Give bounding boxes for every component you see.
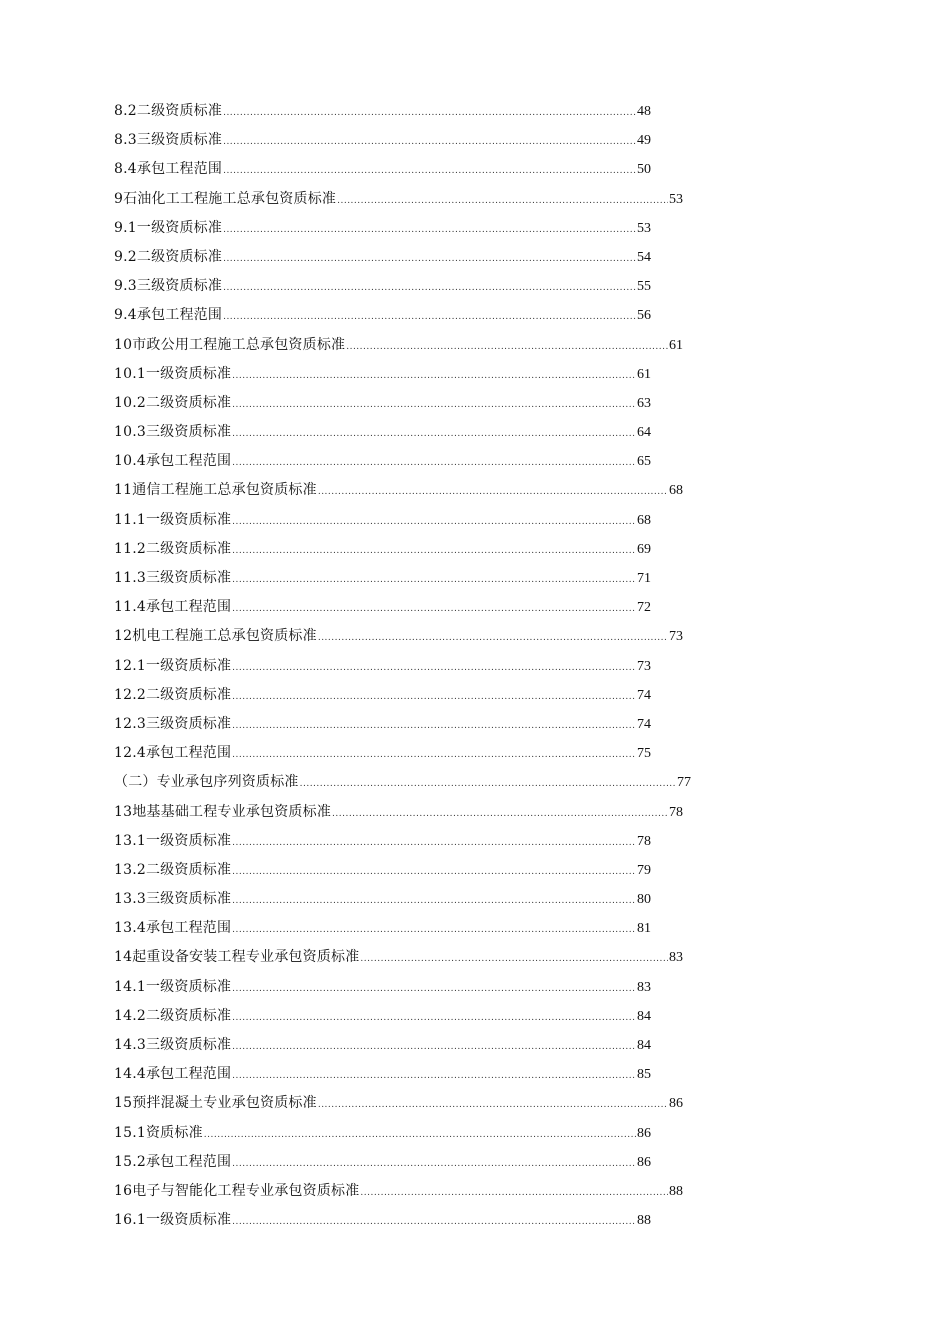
toc-dot-leader bbox=[360, 955, 668, 964]
toc-entry-page-number: 48 bbox=[637, 104, 651, 119]
toc-entry[interactable] bbox=[114, 214, 651, 243]
toc-entry-page-number: 61 bbox=[669, 337, 683, 353]
toc-dot-leader bbox=[204, 1131, 636, 1140]
toc-dot-leader bbox=[232, 576, 636, 585]
toc-entry[interactable] bbox=[114, 1089, 683, 1118]
toc-entry-title: 10.1一级资质标准 bbox=[114, 365, 232, 382]
toc-entry[interactable] bbox=[114, 1031, 651, 1060]
toc-entry-title: 13.4承包工程范围 bbox=[114, 920, 232, 937]
toc-entry[interactable] bbox=[114, 535, 651, 564]
toc-entry-page-number: 61 bbox=[637, 366, 651, 382]
toc-entry-page-number: 53 bbox=[669, 191, 683, 207]
toc-entry-title: 11.4承包工程范围 bbox=[114, 599, 232, 616]
toc-entry-title: 15.1资质标准 bbox=[114, 1124, 203, 1141]
toc-dot-leader bbox=[332, 810, 668, 819]
toc-dot-leader bbox=[232, 518, 636, 527]
toc-entry[interactable] bbox=[114, 447, 651, 476]
toc-entry-page-number: 65 bbox=[637, 454, 651, 470]
toc-dot-leader bbox=[223, 313, 636, 322]
toc-dot-leader bbox=[232, 1014, 636, 1023]
toc-entry-page-number: 73 bbox=[637, 658, 651, 674]
toc-dot-leader bbox=[232, 693, 636, 702]
toc-entry-title: 13.3三级资质标准 bbox=[114, 891, 232, 908]
toc-entry-page-number: 77 bbox=[677, 775, 691, 791]
toc-dot-leader bbox=[360, 1189, 668, 1198]
toc-entry-page-number: 53 bbox=[637, 220, 651, 236]
toc-entry[interactable] bbox=[114, 389, 651, 418]
toc-dot-leader bbox=[232, 897, 636, 906]
toc-entry-title: 11.1一级资质标准 bbox=[114, 511, 232, 528]
toc-entry[interactable] bbox=[114, 593, 651, 622]
toc-dot-leader bbox=[232, 605, 636, 614]
toc-entry[interactable] bbox=[114, 1060, 651, 1089]
toc-entry-title: 9.1一级资质标准 bbox=[114, 219, 223, 236]
toc-dot-leader bbox=[223, 167, 636, 176]
toc-dot-leader bbox=[232, 1072, 636, 1081]
toc-dot-leader bbox=[232, 459, 636, 468]
table-of-contents bbox=[114, 97, 694, 1235]
toc-entry-page-number: 69 bbox=[637, 541, 651, 557]
toc-entry-page-number: 84 bbox=[637, 1008, 651, 1024]
toc-entry[interactable] bbox=[114, 476, 683, 505]
toc-dot-leader bbox=[223, 109, 636, 118]
toc-entry[interactable] bbox=[114, 97, 651, 126]
toc-entry-page-number: 81 bbox=[637, 921, 651, 937]
toc-entry-page-number: 83 bbox=[637, 979, 651, 995]
toc-entry[interactable] bbox=[114, 798, 683, 827]
toc-dot-leader bbox=[337, 197, 668, 206]
toc-entry-page-number: 86 bbox=[669, 1096, 683, 1112]
toc-entry-page-number: 73 bbox=[669, 629, 683, 645]
toc-entry-page-number: 74 bbox=[637, 716, 651, 732]
toc-entry-page-number: 68 bbox=[669, 483, 683, 499]
toc-entry-page-number: 86 bbox=[637, 1125, 651, 1141]
toc-dot-leader bbox=[232, 985, 636, 994]
toc-entry-title: 11.2二级资质标准 bbox=[114, 540, 232, 557]
toc-entry[interactable] bbox=[114, 973, 651, 1002]
toc-entry-title: 14.2二级资质标准 bbox=[114, 1007, 232, 1024]
toc-dot-leader bbox=[318, 634, 668, 643]
toc-entry-title: 12机电工程施工总承包资质标准 bbox=[114, 628, 317, 645]
toc-entry-page-number: 55 bbox=[637, 279, 651, 295]
toc-entry[interactable] bbox=[114, 1148, 651, 1177]
toc-entry[interactable] bbox=[114, 768, 691, 797]
toc-dot-leader bbox=[346, 343, 668, 352]
toc-entry-page-number: 75 bbox=[637, 746, 651, 762]
toc-dot-leader bbox=[223, 226, 636, 235]
toc-entry-page-number: 64 bbox=[637, 425, 651, 441]
toc-entry-title: （二）专业承包序列资质标准 bbox=[114, 774, 299, 791]
toc-entry-title: 10.3三级资质标准 bbox=[114, 424, 232, 441]
toc-entry-title: 13地基基础工程专业承包资质标准 bbox=[114, 803, 332, 820]
toc-entry-page-number: 88 bbox=[637, 1213, 651, 1229]
toc-entry[interactable] bbox=[114, 185, 683, 214]
toc-dot-leader bbox=[232, 722, 636, 731]
toc-dot-leader bbox=[223, 284, 636, 293]
toc-dot-leader bbox=[232, 1043, 636, 1052]
toc-entry[interactable] bbox=[114, 360, 651, 389]
toc-entry-title: 11通信工程施工总承包资质标准 bbox=[114, 482, 317, 499]
toc-entry-page-number: 86 bbox=[637, 1154, 651, 1170]
toc-entry-page-number: 50 bbox=[637, 162, 651, 178]
toc-entry-page-number: 54 bbox=[637, 249, 651, 265]
toc-entry-page-number: 78 bbox=[637, 833, 651, 849]
toc-entry[interactable] bbox=[114, 885, 651, 914]
toc-dot-leader bbox=[318, 1101, 668, 1110]
toc-entry-title: 13.1一级资质标准 bbox=[114, 832, 232, 849]
toc-entry[interactable] bbox=[114, 272, 651, 301]
toc-entry[interactable] bbox=[114, 243, 651, 272]
toc-dot-leader bbox=[232, 664, 636, 673]
toc-entry-title: 9.3三级资质标准 bbox=[114, 278, 223, 295]
toc-entry-page-number: 78 bbox=[669, 804, 683, 820]
toc-dot-leader bbox=[318, 488, 668, 497]
toc-entry[interactable] bbox=[114, 331, 683, 360]
toc-entry-page-number: 63 bbox=[637, 395, 651, 411]
toc-dot-leader bbox=[232, 868, 636, 877]
toc-dot-leader bbox=[232, 372, 636, 381]
toc-dot-leader bbox=[232, 430, 636, 439]
toc-dot-leader bbox=[300, 780, 676, 789]
toc-entry-title: 12.2二级资质标准 bbox=[114, 686, 232, 703]
toc-entry-title: 12.3三级资质标准 bbox=[114, 715, 232, 732]
toc-dot-leader bbox=[232, 401, 636, 410]
toc-entry-title: 16电子与智能化工程专业承包资质标准 bbox=[114, 1182, 360, 1199]
toc-entry-page-number: 83 bbox=[669, 950, 683, 966]
toc-entry[interactable] bbox=[114, 710, 651, 739]
toc-entry-title: 14.4承包工程范围 bbox=[114, 1066, 232, 1083]
toc-dot-leader bbox=[232, 1160, 636, 1169]
toc-entry-title: 10.4承包工程范围 bbox=[114, 453, 232, 470]
toc-entry-title: 13.2二级资质标准 bbox=[114, 861, 232, 878]
toc-entry[interactable] bbox=[114, 856, 651, 885]
toc-entry-title: 9石油化工工程施工总承包资质标准 bbox=[114, 190, 337, 207]
toc-entry[interactable] bbox=[114, 622, 683, 651]
toc-entry-page-number: 80 bbox=[637, 892, 651, 908]
toc-entry-title: 15预拌混凝土专业承包资质标准 bbox=[114, 1095, 317, 1112]
toc-entry-page-number: 85 bbox=[637, 1067, 651, 1083]
toc-dot-leader bbox=[232, 751, 636, 760]
toc-entry-title: 15.2承包工程范围 bbox=[114, 1153, 232, 1170]
toc-dot-leader bbox=[232, 926, 636, 935]
toc-entry-title: 9.2二级资质标准 bbox=[114, 248, 223, 265]
toc-entry-title: 11.3三级资质标准 bbox=[114, 570, 232, 586]
toc-entry-title: 14.3三级资质标准 bbox=[114, 1037, 232, 1053]
toc-entry-title: 9.4承包工程范围 bbox=[114, 307, 223, 324]
toc-entry[interactable] bbox=[114, 1119, 651, 1148]
toc-entry-title: 8.4承包工程范围 bbox=[114, 161, 223, 178]
toc-entry-page-number: 68 bbox=[637, 512, 651, 528]
toc-entry-page-number: 56 bbox=[637, 308, 651, 324]
toc-dot-leader bbox=[223, 255, 636, 264]
toc-entry-title: 12.1一级资质标准 bbox=[114, 657, 232, 674]
toc-entry-title: 10市政公用工程施工总承包资质标准 bbox=[114, 336, 346, 353]
toc-entry-title: 16.1一级资质标准 bbox=[114, 1212, 232, 1229]
toc-entry[interactable] bbox=[114, 155, 651, 184]
toc-entry-page-number: 84 bbox=[637, 1038, 651, 1053]
toc-dot-leader bbox=[232, 547, 636, 556]
toc-entry[interactable] bbox=[114, 914, 651, 943]
toc-entry[interactable] bbox=[114, 506, 651, 535]
toc-dot-leader bbox=[232, 839, 636, 848]
toc-entry-title: 14.1一级资质标准 bbox=[114, 978, 232, 995]
toc-entry[interactable] bbox=[114, 126, 651, 155]
toc-entry-page-number: 49 bbox=[637, 133, 651, 149]
toc-entry[interactable] bbox=[114, 418, 651, 447]
toc-entry-title: 10.2二级资质标准 bbox=[114, 394, 232, 411]
toc-entry[interactable] bbox=[114, 1206, 651, 1235]
toc-entry[interactable] bbox=[114, 943, 683, 972]
toc-dot-leader bbox=[232, 1218, 636, 1227]
toc-entry[interactable] bbox=[114, 652, 651, 681]
toc-dot-leader bbox=[223, 138, 636, 147]
toc-entry[interactable] bbox=[114, 301, 651, 330]
toc-entry-page-number: 88 bbox=[669, 1183, 683, 1199]
toc-entry-page-number: 71 bbox=[637, 571, 651, 586]
toc-entry-title: 14起重设备安装工程专业承包资质标准 bbox=[114, 949, 360, 966]
toc-entry[interactable] bbox=[114, 681, 651, 710]
toc-entry[interactable] bbox=[114, 739, 651, 768]
toc-entry-title: 8.2二级资质标准 bbox=[114, 103, 223, 119]
toc-entry-title: 8.3三级资质标准 bbox=[114, 132, 223, 149]
toc-entry[interactable] bbox=[114, 827, 651, 856]
toc-entry[interactable] bbox=[114, 1177, 683, 1206]
toc-entry-page-number: 72 bbox=[637, 600, 651, 616]
toc-entry-title: 12.4承包工程范围 bbox=[114, 745, 232, 762]
toc-entry-page-number: 74 bbox=[637, 687, 651, 703]
toc-entry[interactable] bbox=[114, 1002, 651, 1031]
toc-entry-page-number: 79 bbox=[637, 862, 651, 878]
toc-entry[interactable] bbox=[114, 564, 651, 593]
